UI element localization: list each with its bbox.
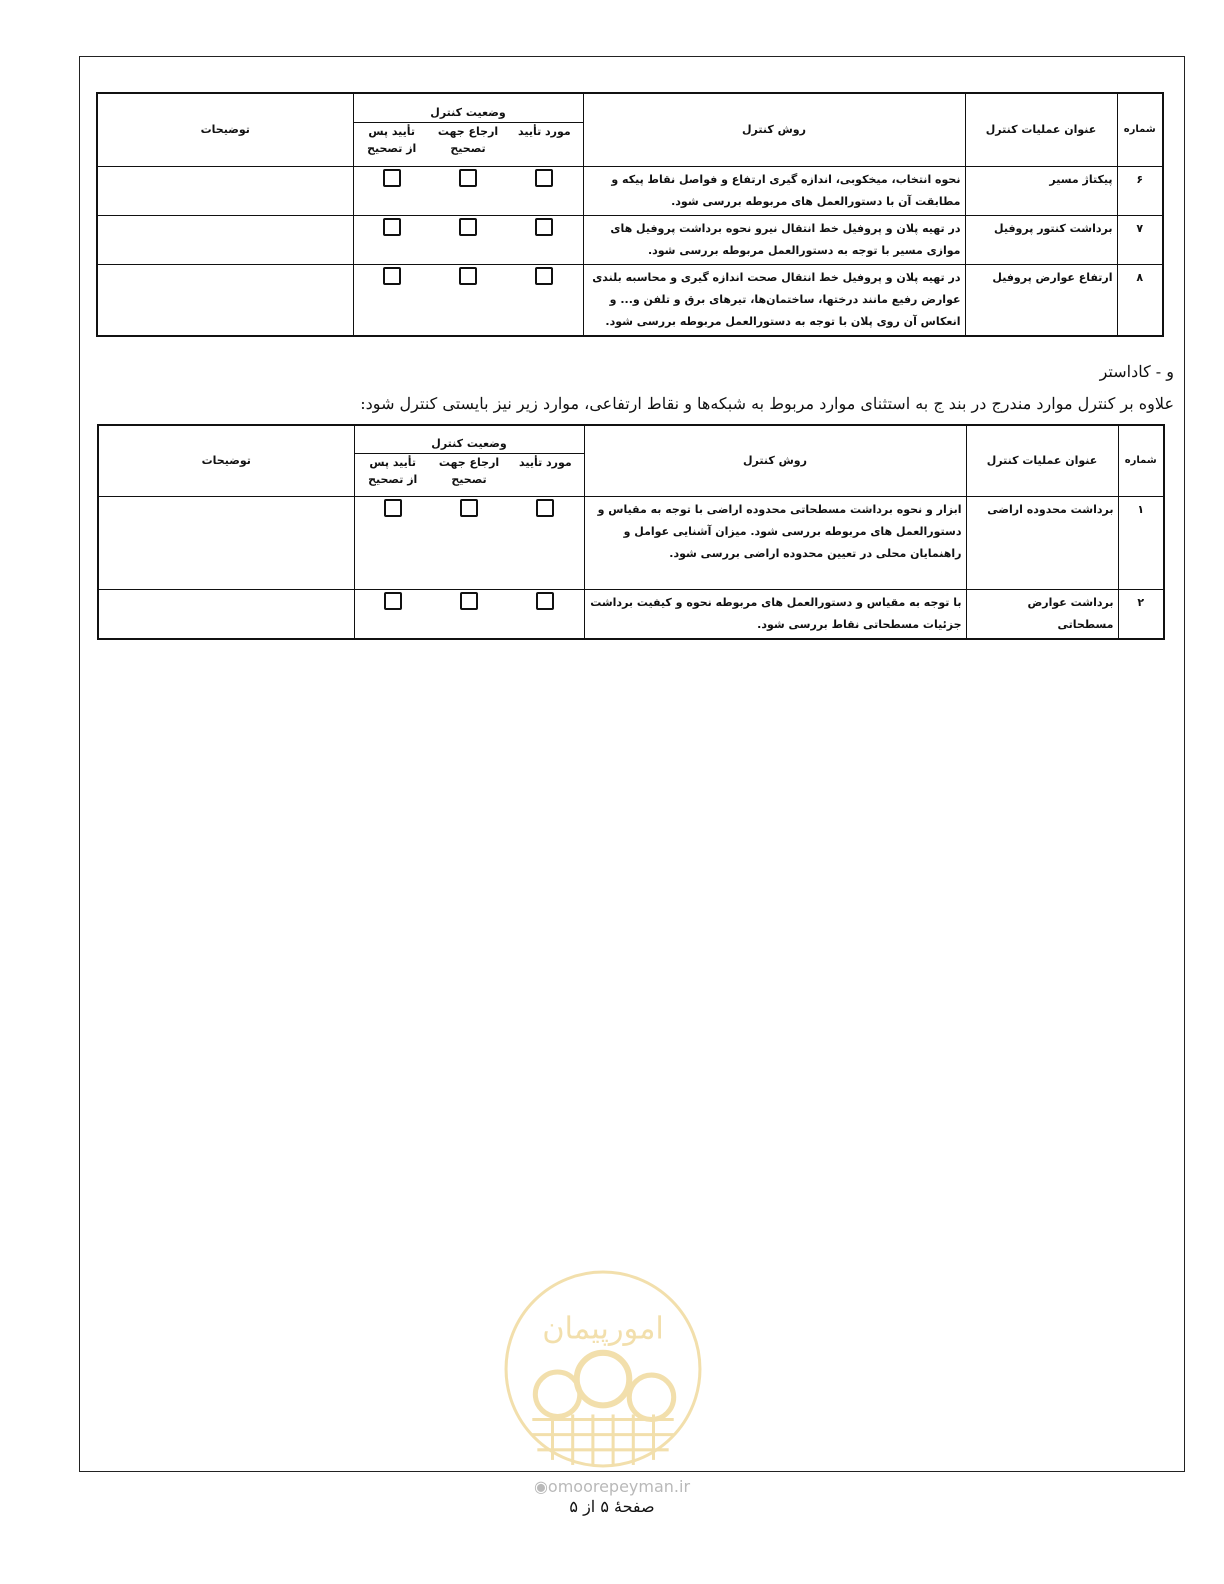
row-number: ۲ bbox=[1118, 590, 1164, 640]
row-notes[interactable] bbox=[98, 590, 354, 640]
row-title: ارتفاع عوارض پروفیل bbox=[965, 265, 1117, 337]
row-notes[interactable] bbox=[97, 216, 353, 265]
header-number: شماره bbox=[1118, 425, 1164, 497]
row-method: ابزار و نحوه برداشت مسطحاتی محدوده اراضی با توجه به مقیاس و دستورالعمل های مربوطه بررسی شود. میزان آشنایی عوامل و راهنمایان محلی در تعیین محدوده اراضی بررسی شود. bbox=[584, 497, 966, 590]
approved-after-correction-checkbox[interactable] bbox=[383, 218, 401, 236]
table-row bbox=[97, 265, 1163, 337]
row-status bbox=[354, 497, 584, 590]
approved-checkbox[interactable] bbox=[535, 218, 553, 236]
row-method: با توجه به مقیاس و دستورالعمل های مربوطه نحوه و کیفیت برداشت جزئیات مسطحاتی نقاط بررسی شود. bbox=[584, 590, 966, 640]
row-title: برداشت کنتور پروفیل bbox=[965, 216, 1117, 265]
row-title: پیکتاژ مسیر bbox=[965, 167, 1117, 216]
row-notes[interactable] bbox=[98, 497, 354, 590]
section-title: و - کاداستر bbox=[1099, 362, 1174, 381]
status-return-label: ارجاع جهت تصحیح bbox=[437, 124, 499, 155]
approved-checkbox[interactable] bbox=[536, 499, 554, 517]
watermark-logo bbox=[502, 1268, 704, 1470]
row-number: ۶ bbox=[1117, 167, 1163, 216]
row-method: نحوه انتخاب، میخکوبی، اندازه گیری ارتفاع و فواصل نقاط پیکه و مطابقت آن با دستورالعمل های مربوطه بررسی شود. bbox=[583, 167, 965, 216]
control-table-1 bbox=[96, 92, 1164, 337]
approved-checkbox[interactable] bbox=[536, 592, 554, 610]
row-status bbox=[354, 590, 584, 640]
approved-after-correction-checkbox[interactable] bbox=[384, 592, 402, 610]
footer-site: ◉omoorepeyman.ir bbox=[533, 1477, 691, 1496]
return-checkbox[interactable] bbox=[459, 267, 477, 285]
watermark-text: امورپیمان bbox=[542, 1311, 664, 1347]
return-checkbox[interactable] bbox=[459, 218, 477, 236]
header-notes: توضیحات bbox=[98, 425, 354, 497]
table-row bbox=[98, 497, 1164, 590]
row-status bbox=[353, 216, 583, 265]
header-number: شماره bbox=[1117, 93, 1163, 167]
return-checkbox[interactable] bbox=[460, 592, 478, 610]
row-number: ۷ bbox=[1117, 216, 1163, 265]
status-after-label: تأیید پس از تصحیح bbox=[367, 124, 417, 155]
table-row bbox=[97, 167, 1163, 216]
status-return-label: ارجاع جهت تصحیح bbox=[438, 455, 500, 486]
status-group-title: وضعیت کنترل bbox=[355, 435, 584, 454]
status-after-label: تأیید پس از تصحیح bbox=[368, 455, 418, 486]
table-row bbox=[98, 590, 1164, 640]
table-header-row bbox=[97, 93, 1163, 167]
section-intro: علاوه بر کنترل موارد مندرج در بند ج به استثنای موارد مربوط به شبکه‌ها و نقاط ارتفاعی، موارد زیر نیز بایستی کنترل شود: bbox=[360, 394, 1174, 413]
approved-checkbox[interactable] bbox=[535, 267, 553, 285]
row-notes[interactable] bbox=[97, 167, 353, 216]
header-status bbox=[354, 425, 584, 497]
status-approved-label: مورد تأیید bbox=[517, 124, 571, 138]
status-group-title: وضعیت کنترل bbox=[354, 104, 583, 123]
approved-after-correction-checkbox[interactable] bbox=[384, 499, 402, 517]
return-checkbox[interactable] bbox=[459, 169, 477, 187]
approved-checkbox[interactable] bbox=[535, 169, 553, 187]
header-title: عنوان عملیات کنترل bbox=[966, 425, 1118, 497]
approved-after-correction-checkbox[interactable] bbox=[383, 169, 401, 187]
approved-after-correction-checkbox[interactable] bbox=[383, 267, 401, 285]
row-number: ۱ bbox=[1118, 497, 1164, 590]
header-status bbox=[353, 93, 583, 167]
header-method: روش کنترل bbox=[584, 425, 966, 497]
control-table-2 bbox=[97, 424, 1165, 640]
status-subheaders bbox=[354, 123, 583, 157]
row-status bbox=[353, 265, 583, 337]
table-header-row bbox=[98, 425, 1164, 497]
globe-icon: ◉ bbox=[533, 1477, 548, 1496]
return-checkbox[interactable] bbox=[460, 499, 478, 517]
status-subheaders bbox=[355, 454, 584, 488]
row-number: ۸ bbox=[1117, 265, 1163, 337]
header-method: روش کنترل bbox=[583, 93, 965, 167]
row-status bbox=[353, 167, 583, 216]
row-method: در تهیه پلان و پروفیل خط انتقال صحت اندازه گیری و محاسبه بلندی عوارض رفیع مانند درختها، ساختمان‌ها، تیرهای برق و تلفن و... و انعکاس آن روی پلان با توجه به دستورالعمل مربوطه بررسی شود. bbox=[583, 265, 965, 337]
row-title: برداشت عوارض مسطحاتی bbox=[966, 590, 1118, 640]
status-approved-label: مورد تأیید bbox=[518, 455, 572, 469]
header-title: عنوان عملیات کنترل bbox=[965, 93, 1117, 167]
row-title: برداشت محدوده اراضی bbox=[966, 497, 1118, 590]
page-number: صفحهٔ ۵ از ۵ bbox=[569, 1497, 655, 1516]
header-notes: توضیحات bbox=[97, 93, 353, 167]
row-notes[interactable] bbox=[97, 265, 353, 337]
row-method: در تهیه پلان و پروفیل خط انتقال نیرو نحوه برداشت پروفیل های موازی مسیر با توجه به دستورالعمل مربوطه بررسی شود. bbox=[583, 216, 965, 265]
table-row bbox=[97, 216, 1163, 265]
